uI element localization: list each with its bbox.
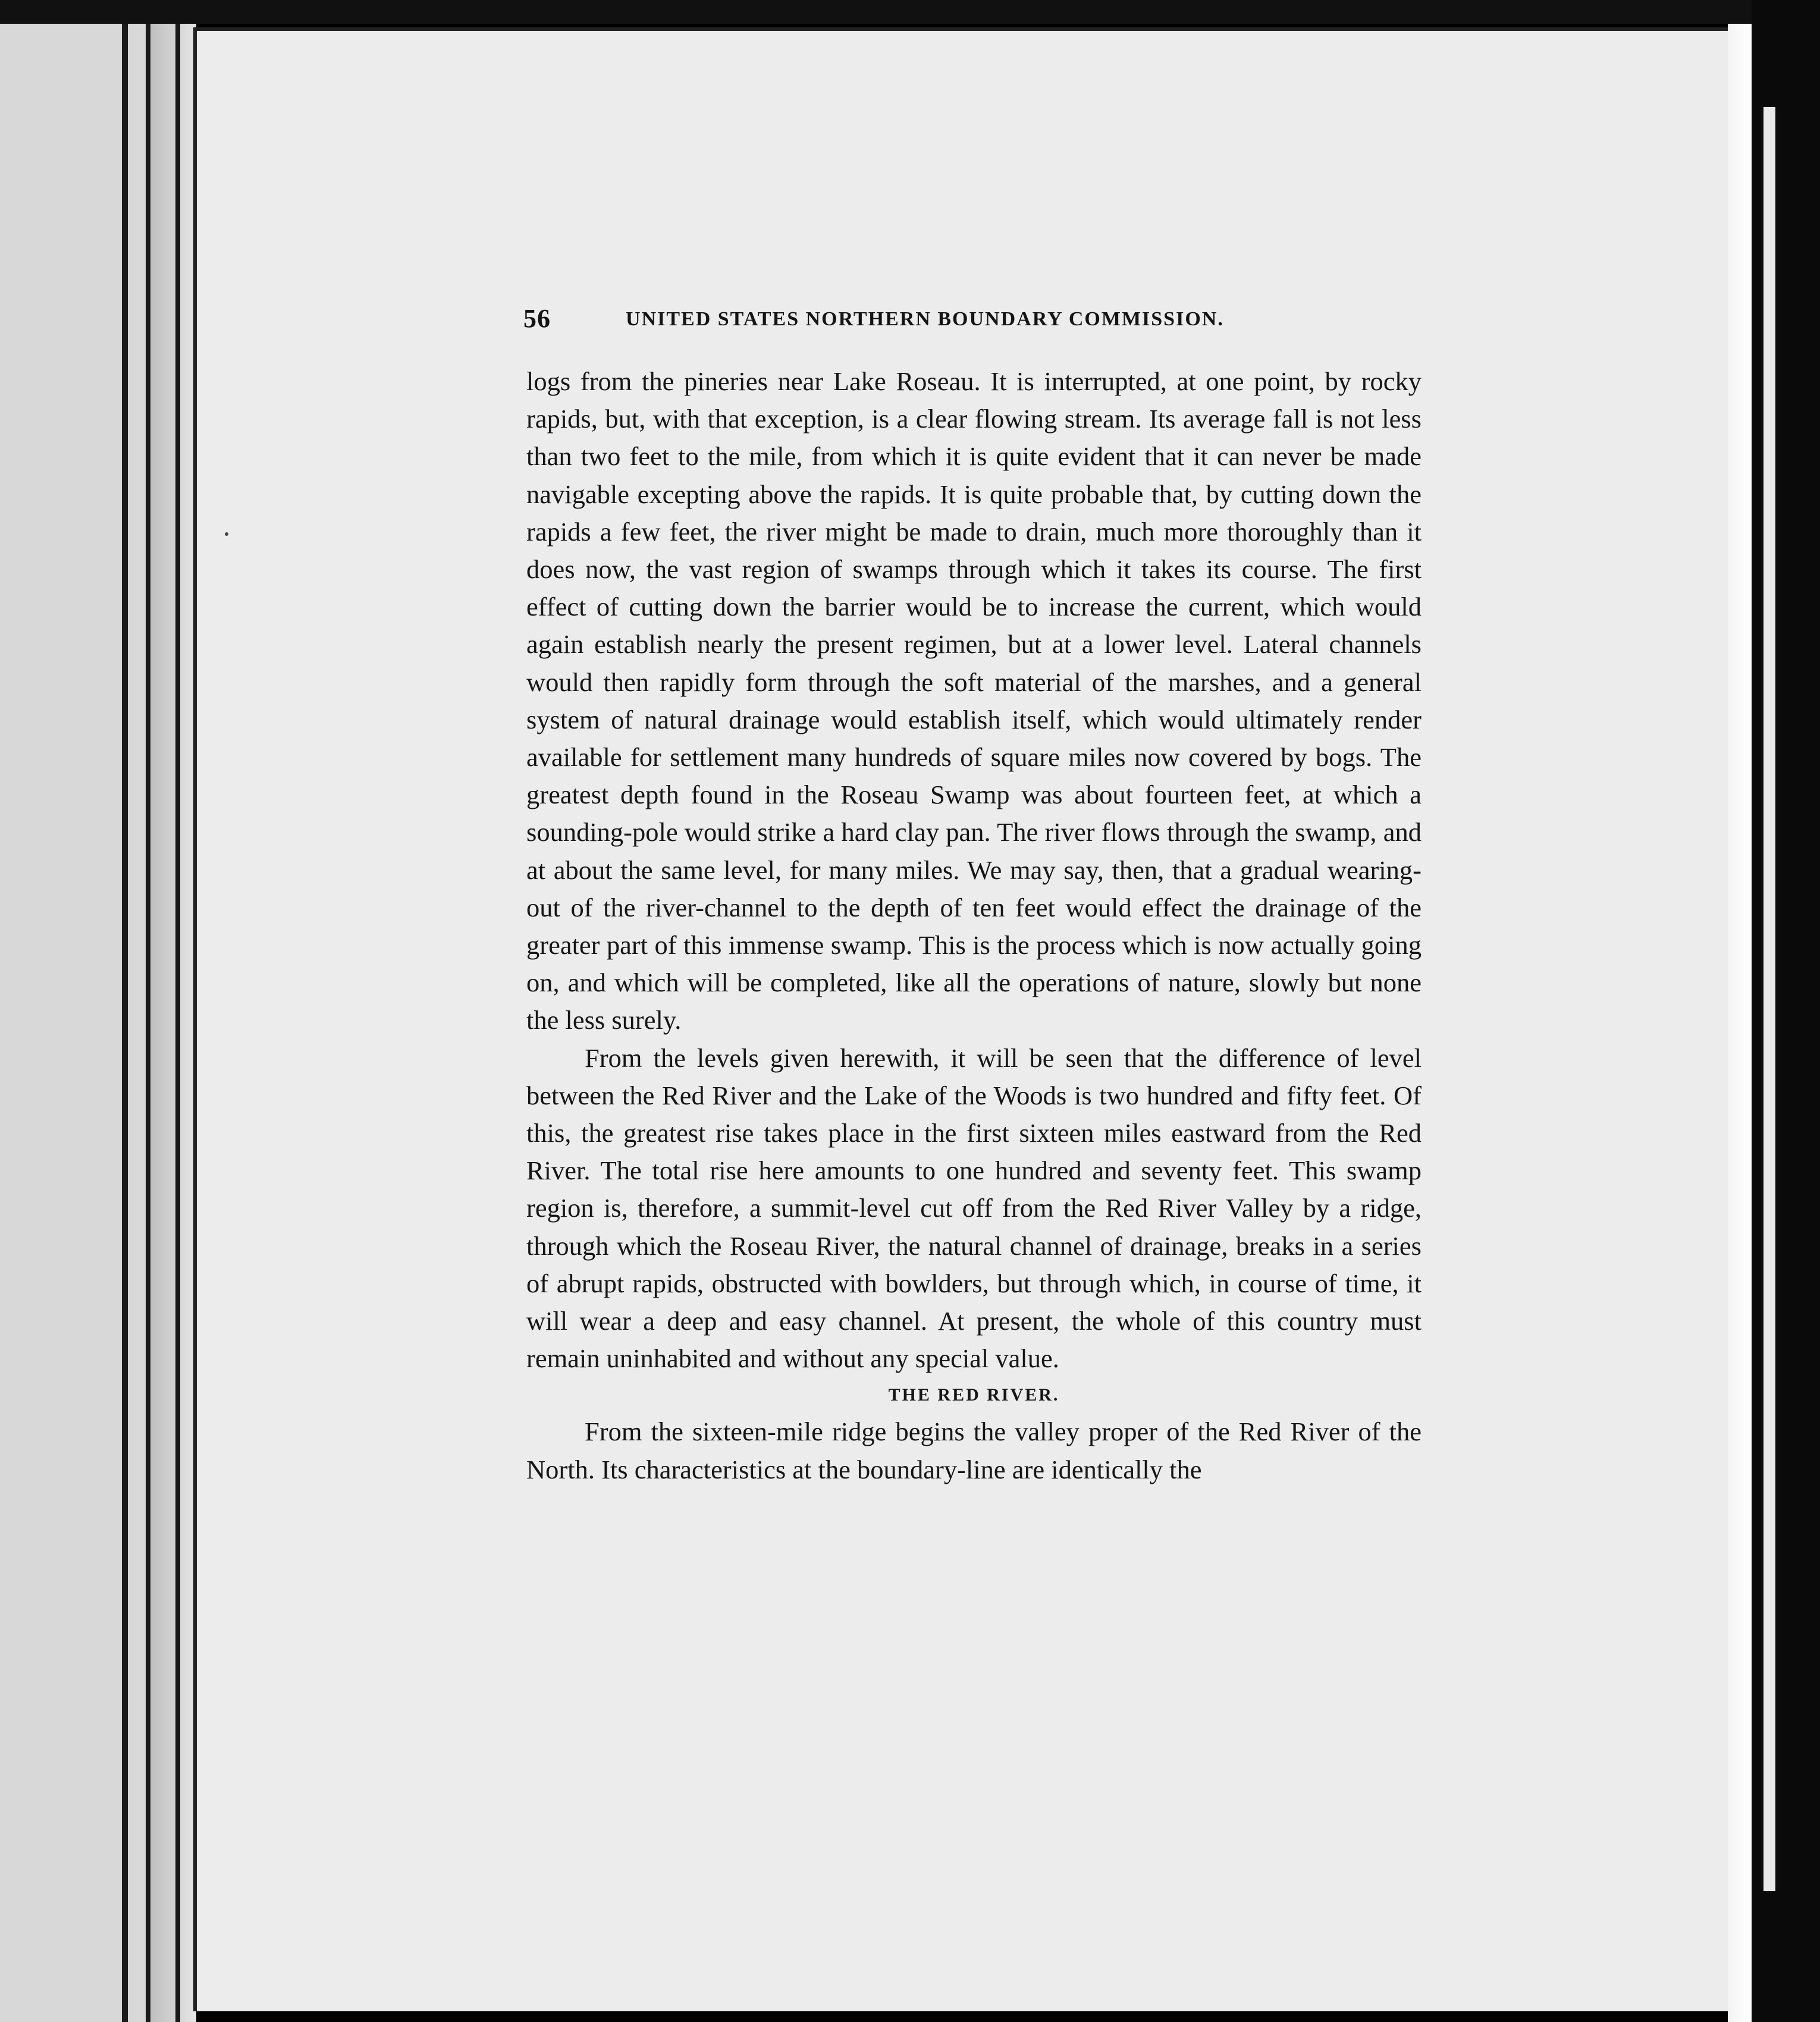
page-number: 56: [523, 304, 551, 333]
section-heading: THE RED RIVER.: [888, 1385, 1060, 1405]
page-right-edge: [1728, 24, 1752, 2022]
page-stack-shadow: [149, 0, 196, 2022]
paragraph: logs from the pineries near Lake Roseau. It is interrupted, at one point, by rocky rapids, but, with that exception, is a clear flowing stream. Its average fall is not less than two feet to the mile, from which it is quite evident that it can never be made navigable excepting above the rapids. It is quite probable that, by cutting down the rapids a few feet, the river might be made to drain, much more thoroughly than it does now, the vast region of swamps through which it takes its course. The first effect of cutting down the barrier would be to increase the current, which would again establish nearly the present regimen, but at a lower level. Lateral channels would then rapidly form through the soft material of the marshes, and a general system of natural drainage would establish itself, which would ultimately render available for settlement many hundreds of square miles now covered by bogs. The greatest depth found in the Roseau Swamp was about fourteen feet, at which a sounding-pole would strike a hard clay pan. The river flows through the swamp, and at about the same level, for many miles. We may say, then, that a gradual wearing-out of the river-channel to the depth of ten feet would effect the drainage of the greater part of this immense swamp. This is the process which is now actually going on, and which will be completed, like all the operations of nature, slowly but none the less surely.: [526, 366, 1422, 1035]
scan-binding-right: [1752, 0, 1820, 2022]
paragraph: From the levels given herewith, it will be seen that the difference of level between the Red River and the Lake of the Woods is two hundred and fifty feet. Of this, the greatest rise takes place in the first sixteen miles eastward from the Red River. The total rise here amounts to one hundred and seventy feet. This swamp region is, therefore, a summit-level cut off from the Red River Valley by a ridge, through which the Roseau River, the natural channel of drainage, breaks in a series of abrupt rapids, obstructed with bowlders, but through which, in course of time, it will wear a deep and easy channel. At present, the whole of this country must remain uninhabited and without any special value.: [526, 1043, 1422, 1374]
paragraph: From the sixteen-mile ridge begins the valley proper of the Red River of the North. Its characteristics at the boundary-line are identically the: [526, 1417, 1422, 1484]
page-body: [526, 363, 1422, 1489]
binding-highlight: [1763, 107, 1775, 1891]
page-stack-edge: [146, 0, 150, 2022]
scan-top-border: [0, 0, 1820, 24]
running-head: UNITED STATES NORTHERN BOUNDARY COMMISSION.: [626, 308, 1224, 330]
page-header: [523, 303, 1323, 345]
margin-speck: [225, 532, 228, 536]
page-stack-edge: [122, 0, 128, 2022]
page-stack-edge: [175, 0, 180, 2022]
